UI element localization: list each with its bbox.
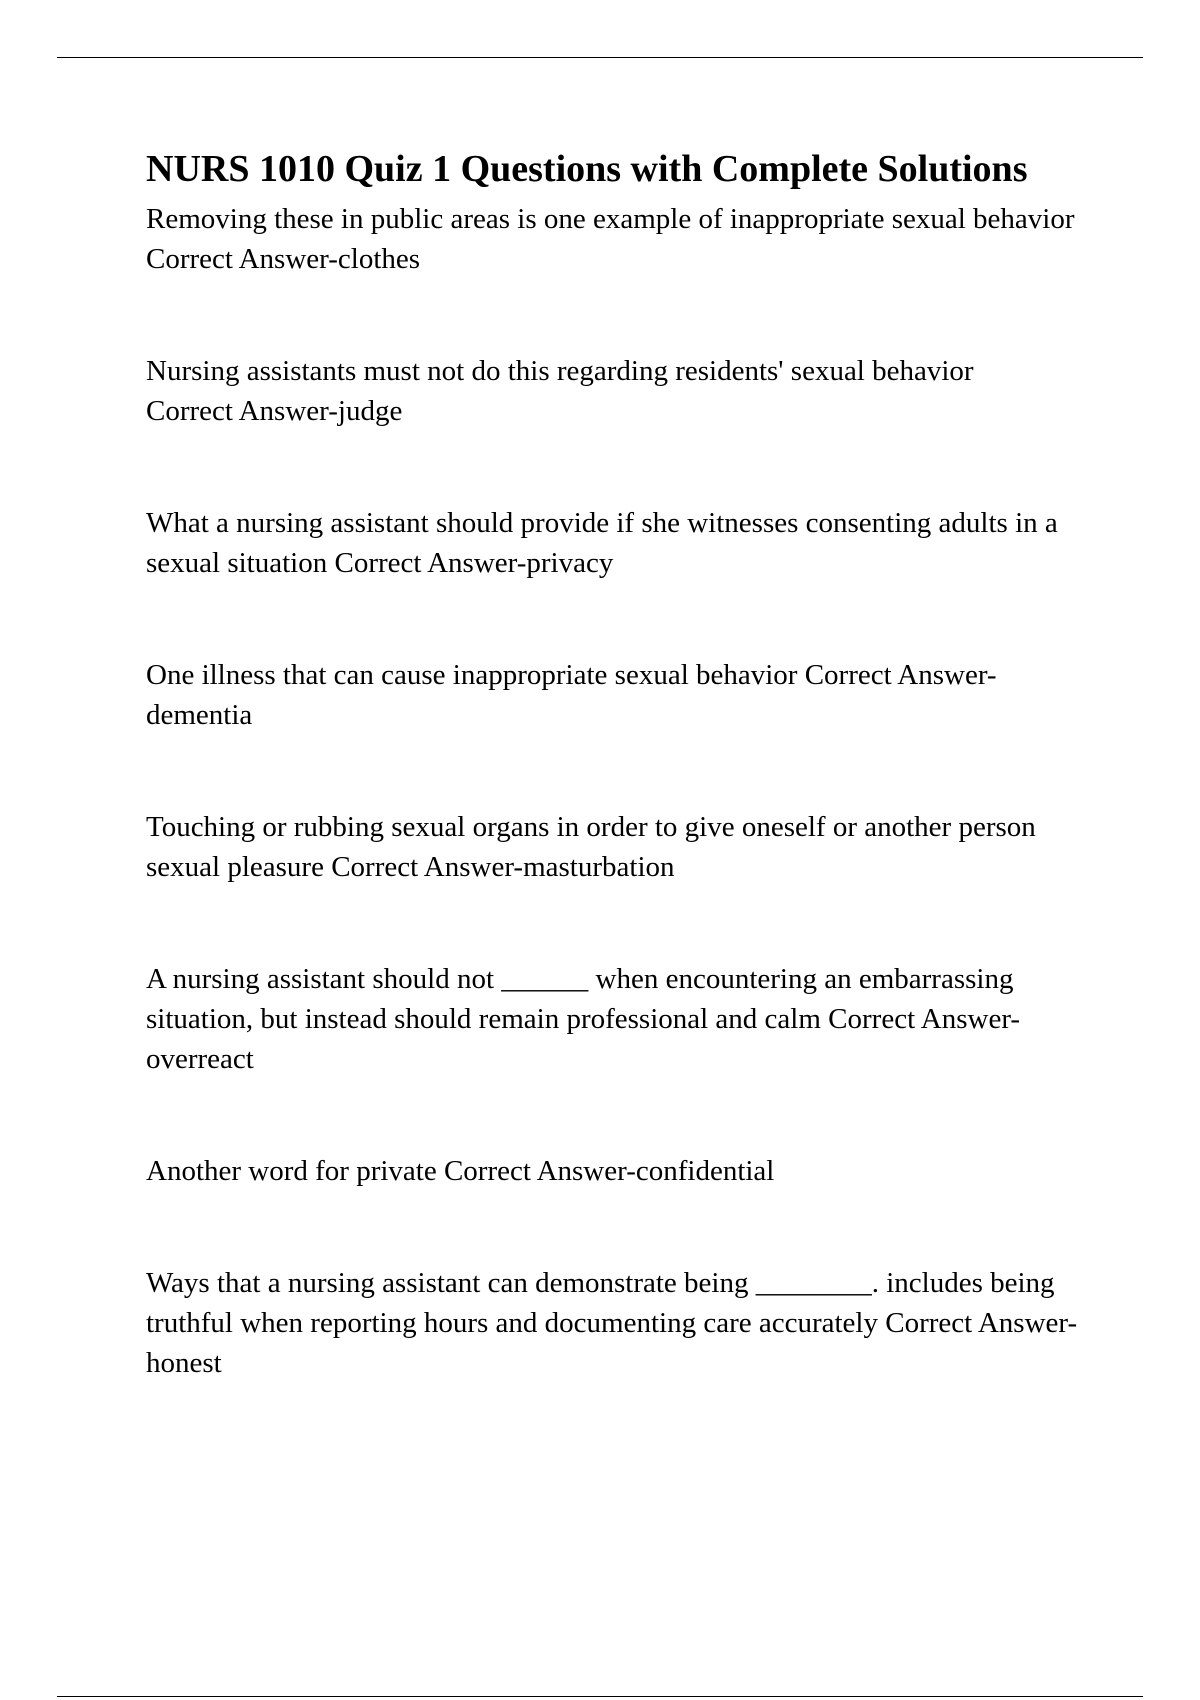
qa-item-6: [146, 959, 1096, 1079]
qa-list: [146, 199, 1096, 1383]
answer-text: honest: [146, 1347, 222, 1379]
answer-text: privacy: [526, 547, 614, 579]
answer-text: clothes: [337, 243, 421, 275]
question-text: One illness that can cause inappropriate sexual behavior: [146, 659, 798, 691]
footer-rule: [57, 1696, 1143, 1697]
qa-item-8: [146, 1263, 1096, 1383]
qa-item-7: [146, 1151, 1096, 1191]
qa-item-3: [146, 503, 1096, 583]
answer-text: dementia: [146, 699, 253, 731]
question-text: Nursing assistants must not do this regarding residents' sexual behavior: [146, 355, 974, 387]
answer-prefix: Correct Answer-: [146, 243, 338, 275]
answer-text: masturbation: [523, 851, 675, 883]
qa-item-1: [146, 199, 1096, 279]
document-title: NURS 1010 Quiz 1 Questions with Complete Solutions: [146, 148, 1028, 190]
answer-prefix: Correct Answer-: [146, 395, 338, 427]
qa-item-2: [146, 351, 1096, 431]
answer-prefix: Correct Answer-: [885, 1307, 1078, 1339]
question-text: What a nursing assistant should provide if she witnesses consenting adults in a sexual situation: [146, 507, 1058, 579]
answer-prefix: Correct Answer-: [804, 659, 997, 691]
question-text: A nursing assistant should not ______ when encountering an embarrassing situation, but instead should remain professional and calm: [146, 963, 1014, 1035]
answer-prefix: Correct Answer-: [331, 851, 524, 883]
answer-text: judge: [337, 395, 403, 427]
answer-prefix: Correct Answer-: [334, 547, 527, 579]
header-rule: [57, 57, 1143, 58]
question-text: Another word for private: [146, 1155, 437, 1187]
answer-text: confidential: [635, 1155, 775, 1187]
question-text: Touching or rubbing sexual organs in order to give oneself or another person sexual pleasure: [146, 811, 1036, 883]
answer-prefix: Correct Answer-: [443, 1155, 636, 1187]
qa-item-5: [146, 807, 1096, 887]
qa-item-4: [146, 655, 1096, 735]
document-body: [146, 146, 1096, 1455]
answer-prefix: Correct Answer-: [828, 1003, 1021, 1035]
question-text: Removing these in public areas is one example of inappropriate sexual behavior: [146, 203, 1075, 235]
question-text: Ways that a nursing assistant can demonstrate being ________. includes being truthful when reporting hours and documenting care accurately: [146, 1267, 1055, 1339]
answer-text: overreact: [146, 1043, 254, 1075]
